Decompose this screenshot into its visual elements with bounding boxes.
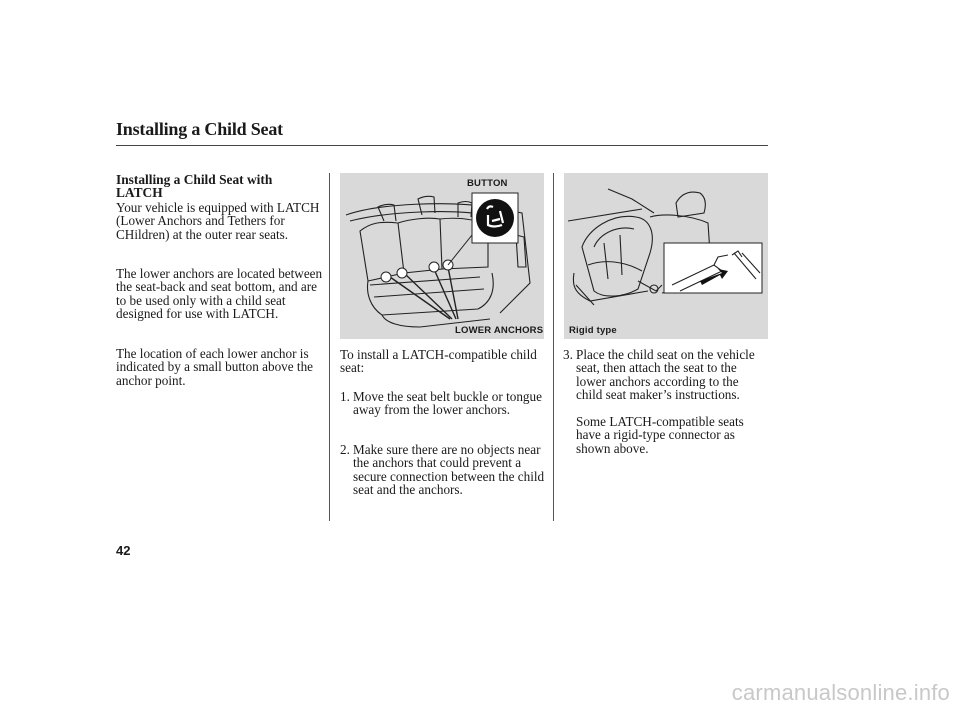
column-divider-1 xyxy=(329,173,330,521)
child-seat-illustration xyxy=(564,173,768,339)
page-number: 42 xyxy=(116,543,131,558)
paragraph-latch-intro: Your vehicle is equipped with LATCH (Lower Anchors and Tethers for CHildren) at the outer rear seats. xyxy=(116,200,320,242)
rear-seat-illustration xyxy=(340,173,544,339)
figure-rear-seat-anchors xyxy=(340,173,544,339)
column-divider-2 xyxy=(553,173,554,521)
label-lower-anchors: LOWER ANCHORS xyxy=(455,325,544,336)
step-2-text: Make sure there are no objects near the anchors that could prevent a secure connection between the child seat and the anchors. xyxy=(353,442,545,498)
step-1-text: Move the seat belt buckle or tongue away from the lower anchors. xyxy=(353,389,542,418)
label-rigid-type: Rigid type xyxy=(569,325,617,336)
step-3-text: Place the child seat on the vehicle seat, then attach the seat to the lower anchors according to the child seat maker’s instructions. xyxy=(576,347,755,403)
watermark: carmanualsonline.info xyxy=(731,680,950,705)
title-rule xyxy=(116,145,768,146)
step-1-number: 1. xyxy=(340,389,350,404)
section-heading: Installing a Child Seat with LATCH xyxy=(116,172,273,200)
paragraph-anchor-location: The lower anchors are located between the seat-back and seat bottom, and are to be used only with a child seat designed for use with LATCH. xyxy=(116,266,323,322)
step-3-number: 3. xyxy=(563,347,573,362)
label-button: BUTTON xyxy=(467,178,508,189)
paragraph-button-indicator: The location of each lower anchor is indicated by a small button above the anchor point. xyxy=(116,346,314,388)
paragraph-rigid-note: Some LATCH-compatible seats have a rigid-type connector as shown above. xyxy=(576,414,744,456)
step-2-number: 2. xyxy=(340,442,350,457)
step-2 xyxy=(340,443,546,497)
step-3 xyxy=(563,348,768,402)
paragraph-install-intro: To install a LATCH-compatible child seat: xyxy=(340,347,537,376)
page-title: Installing a Child Seat xyxy=(116,119,283,139)
figure-rigid-type-connector xyxy=(564,173,768,339)
step-1 xyxy=(340,390,546,417)
